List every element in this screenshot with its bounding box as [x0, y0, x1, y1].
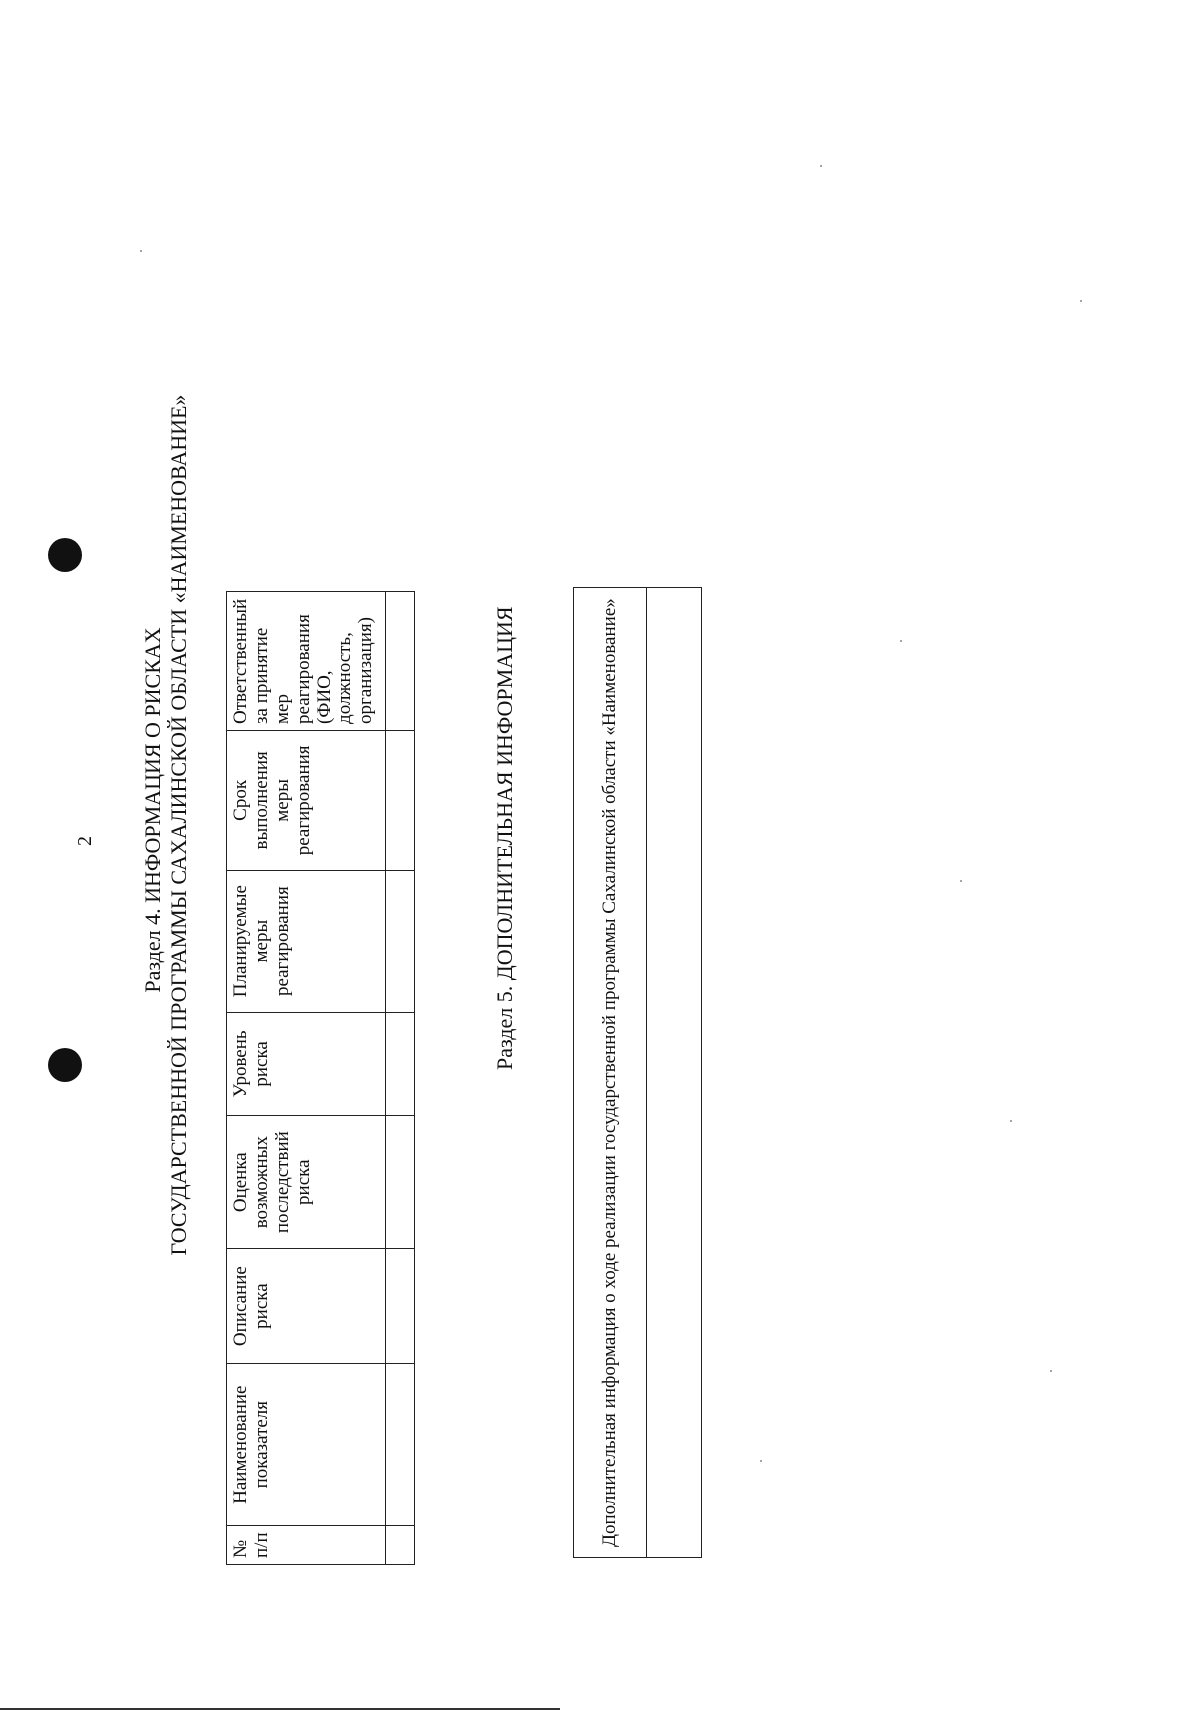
risk-table: [226, 591, 415, 1565]
info-table: [573, 587, 702, 1558]
page-number: 2: [74, 836, 96, 846]
table-cell: [386, 730, 415, 870]
table-cell: [386, 1012, 415, 1116]
table-cell: [386, 870, 415, 1012]
table-cell: [386, 1116, 415, 1249]
scan-speck: [760, 1460, 762, 1462]
header-number: № п/п: [227, 1526, 386, 1565]
table-cell: [386, 1526, 415, 1565]
info-table-wrapper: [573, 587, 702, 1558]
scan-speck: [820, 165, 822, 167]
header-risk-consequences: Оценка возможных последствий риска: [227, 1116, 386, 1249]
risk-table-wrapper: [226, 591, 415, 1565]
section4-title-line2: ГОСУДАРСТВЕННОЙ ПРОГРАММЫ САХАЛИНСКОЙ ОБЛАСТИ «НАИМЕНОВАНИЕ»: [166, 394, 191, 1256]
info-table-header: Дополнительная информация о ходе реализации государственной программы Сахалинской области «Наименование»: [574, 588, 647, 1558]
header-responsible: Ответственный за принятие мер реагирования (ФИО, должность, организация): [227, 592, 386, 731]
punch-hole-bottom: [48, 1048, 82, 1082]
scan-speck: [960, 880, 962, 882]
risk-table-header-row: [227, 592, 386, 1565]
header-planned-measures: Планируемые меры реагирования: [227, 870, 386, 1012]
table-cell: [647, 588, 702, 1558]
header-indicator-name: Наименование показателя: [227, 1364, 386, 1526]
info-table-header-row: [574, 588, 647, 1558]
table-cell: [386, 1364, 415, 1526]
table-row: [647, 588, 702, 1558]
header-measure-deadline: Срок выполнения меры реагирования: [227, 730, 386, 870]
scan-speck: [1080, 300, 1082, 302]
scan-speck: [1050, 1370, 1052, 1372]
scan-speck: [1010, 1120, 1012, 1122]
scan-speck: [900, 640, 902, 642]
table-row: [386, 592, 415, 1565]
section4-title-line1: Раздел 4. ИНФОРМАЦИЯ О РИСКАХ: [140, 627, 165, 993]
scan-speck: [140, 250, 142, 252]
section5-title: Раздел 5. ДОПОЛНИТЕЛЬНАЯ ИНФОРМАЦИЯ: [492, 606, 517, 1070]
table-cell: [386, 592, 415, 731]
header-risk-description: Описание риска: [227, 1249, 386, 1364]
scan-edge-line: [0, 1708, 560, 1710]
header-risk-level: Уровень риска: [227, 1012, 386, 1116]
table-cell: [386, 1249, 415, 1364]
punch-hole-top: [48, 538, 82, 572]
